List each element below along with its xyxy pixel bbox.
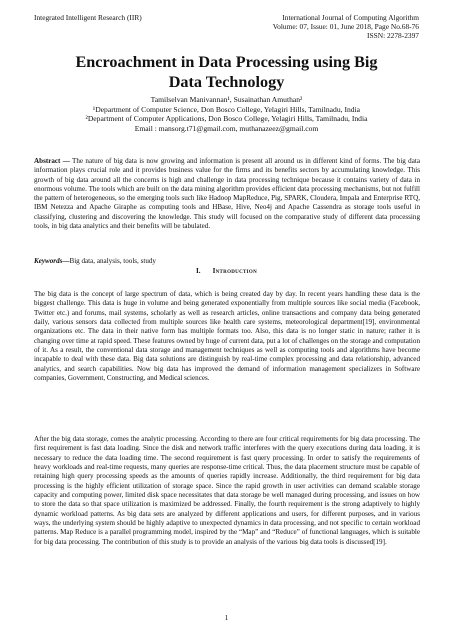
paper-title-line-1: Encroachment in Data Processing using Big xyxy=(75,53,378,71)
journal-issn: ISSN: 2278-2397 xyxy=(367,31,419,40)
section-heading xyxy=(0,267,453,276)
journal-volume: Volume: 07, Issue: 01, June 2018, Page No.68-76 xyxy=(272,22,419,31)
section-number: I. xyxy=(196,267,201,275)
journal-name: International Journal of Computing Algorithm xyxy=(282,13,419,22)
paper-title xyxy=(0,52,453,92)
keywords xyxy=(34,257,420,266)
page-number: 1 xyxy=(224,613,229,622)
section-title: Introduction xyxy=(212,267,257,275)
body-paragraph-1: The big data is the concept of large spectrum of data, which is being created day by day. In recent years handling these data is the biggest challenge. This data is huge in volume and being generated exponentially from multiple sources like social media (Facebook, Twitter etc.) and forums, mail systems, scholarly as well as research articles, online transactions and company data being generated daily, various sensors data collected from multiple sources like health care systems, meteorological department[19], environmental organizations etc. The data in their native form has multiple formats too. Also, this data is no longer static in nature; rather it is changing over time at rapid speed. These features owned by huge of current data, put a lot of challenges on the storage and computation of it. As a result, the conventional data storage and management techniques as well as computing tools and algorithms have become incapable to deal with these data. Big data solutions are distinguish by real-time complex processing and data relationship, advanced analytics, and search capabilities. Now big data has improved the demand of information management specializers in Software companies, Government, Constructing, and Medical sciences. xyxy=(34,290,420,383)
author-block xyxy=(0,95,453,133)
keywords-text: Big data, analysis, tools, study xyxy=(69,257,156,265)
keywords-label: Keywords— xyxy=(34,257,70,265)
body-paragraph-2: After the big data storage, comes the analytic processing. According to there are four critical requirements for big data processing. The first requirement is fast data loading. Since the disk and network traffic interferes with the query executions during data loading, it is necessary to reduce the data loading time. The second requirement is fast query processing. In order to satisfy the requirements of heavy workloads and real-time requests, many queries are response-time critical. Thus, the data placement structure must be capable of retaining high query processing speeds as the amounts of queries rapidly increase. Additionally, the third requirement for big data processing is the highly efficient utilization of storage space. Since the rapid growth in user activities can demand scalable storage capacity and computing power, limited disk space necessitates that data storage be well managed during processing, and issues on how to store the data so that space utilization is maximized be addressed. Finally, the fourth requirement is the strong adaptively to highly dynamic workload patterns. As big data sets are analyzed by different applications and users, for different purposes, and in various ways, the underlying system should be highly adaptive to unexpected dynamics in data processing, and not specific to certain workload patterns. Map Reduce is a parallel programming model, inspired by the “Map” and “Reduce” of functional languages, which is suitable for big data processing. The contribution of this study is to provide an analysis of the various big data tools is discussed[19]. xyxy=(34,435,420,546)
author-affiliation-1: ¹Department of Computer Science, Don Bosco College, Yelagiri Hills, Tamilnadu, India xyxy=(92,104,361,114)
author-names: Tamilselvan Manivannan¹, Susainathan Amuthan² xyxy=(150,95,303,104)
author-affiliation-2: ²Department of Computer Applications, Don Bosco College, Yelagiri Hills, Tamilnadu, India xyxy=(85,114,368,124)
abstract-label: Abstract — xyxy=(34,157,70,165)
journal-publisher-header: Integrated Intelligent Research (IIR) xyxy=(34,13,142,22)
journal-info-header xyxy=(273,13,419,40)
paper-title-line-2: Data Technology xyxy=(168,73,285,91)
abstract xyxy=(34,157,420,231)
author-email: Email : mansorg.t71@gmail.com, muthanazeez@gmail.com xyxy=(134,123,319,133)
abstract-text: The nature of big data is now growing and information is present all around us in different kind of forms. The big data information plays crucial role and it provides business value for the firms and its benefits sectors by accumulating knowledge. This growth of big data around all the concerns is high and challenge in data processing technique because it contains variety of data in enormous volume. The tools which are built on the data mining algorithm provides efficient data processing mechanisms, but not fulfill the pattern of heterogeneous, so the emerging tools such like Hadoop MapReduce, Pig, SPARK, Cloudera, Impala and Enterprise RTQ, IBM Netezza and Apache Giraphe as computing tools and HBase, Hive, Neo4j and Apache Cassendra as storage tools useful in classifying, clustering and discovering the knowledge. This study will focused on the comparative study of different data processing tools, in big data analytics and their benefits will be tabulated. xyxy=(34,157,420,231)
